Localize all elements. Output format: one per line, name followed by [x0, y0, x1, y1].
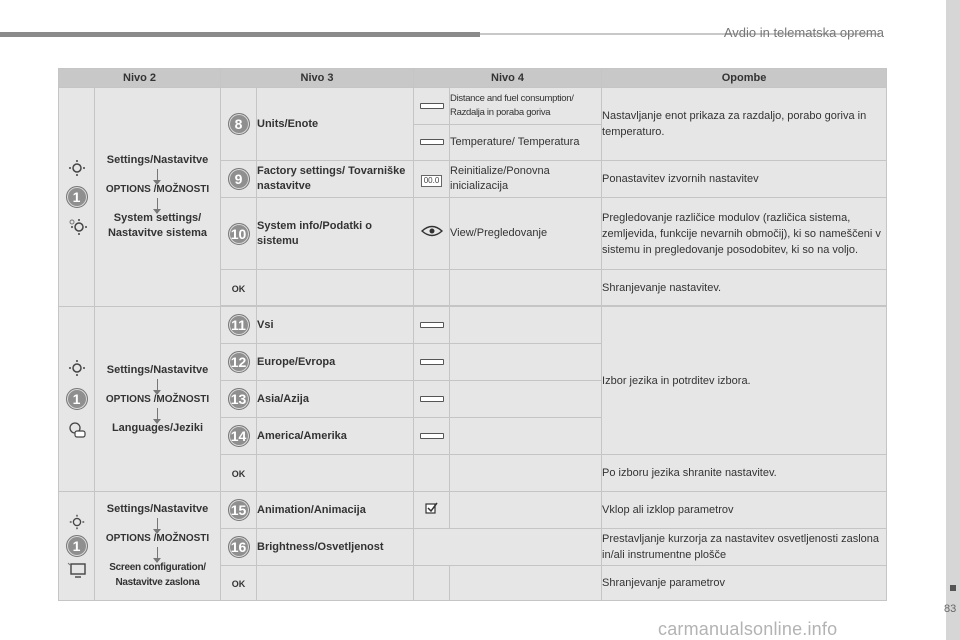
- level4-icon-cell: [414, 381, 450, 418]
- ok-label: OK: [231, 579, 246, 589]
- level3-badge-cell: [221, 307, 257, 344]
- step-badge-12: 12: [228, 351, 250, 373]
- table-header-row: [59, 69, 887, 88]
- step-badge-9: 9: [228, 168, 250, 190]
- gear-icon: [66, 513, 88, 531]
- step-badge-10: 10: [228, 223, 250, 245]
- empty-cell: [450, 307, 602, 344]
- empty-cell: [414, 455, 450, 492]
- dash-icon: [420, 396, 444, 402]
- column-header: Nivo 2: [59, 69, 221, 88]
- arrow-down-icon: [157, 547, 158, 559]
- column-header: Nivo 3: [221, 69, 414, 88]
- ok-cell: [221, 566, 257, 601]
- gear-icon: [66, 358, 88, 378]
- eye-icon: [421, 224, 443, 238]
- empty-cell: [414, 270, 450, 306]
- empty-cell: [450, 418, 602, 455]
- level2-cell: [95, 492, 221, 601]
- ok-cell: [221, 270, 257, 306]
- arrow-down-icon: [157, 169, 158, 181]
- level3-badge-cell: [221, 198, 257, 270]
- ok-label: OK: [231, 469, 246, 479]
- level3-label: Vsi: [257, 307, 414, 344]
- level4-icon-cell: [414, 198, 450, 270]
- empty-cell: [257, 270, 414, 306]
- level2-line: Settings/Nastavitve: [106, 363, 209, 376]
- level3-badge-cell: [221, 88, 257, 161]
- empty-cell: [450, 492, 602, 529]
- level3-label: Brightness/Osvetljenost: [257, 529, 414, 566]
- step-badge-15: 15: [228, 499, 250, 521]
- level3-badge-cell: [221, 418, 257, 455]
- step-badge-16: 16: [228, 536, 250, 558]
- dash-icon: [420, 433, 444, 439]
- screen-icon: [66, 561, 88, 579]
- note-cell: Ponastavitev izvornih nastavitev: [602, 161, 887, 198]
- step-badge-8: 8: [228, 113, 250, 135]
- gear-icon: [66, 158, 88, 178]
- level3-label: System info/Podatki o sistemu: [257, 198, 414, 270]
- step-badge-11: 11: [228, 314, 250, 336]
- page-number: 83: [944, 603, 957, 615]
- step-badge-1: 1: [66, 388, 88, 410]
- level3-badge-cell: [221, 161, 257, 198]
- page-header-title: Avdio in telematska oprema: [723, 25, 884, 40]
- level3-badge-cell: [221, 381, 257, 418]
- column-header: Opombe: [602, 69, 887, 88]
- empty-cell: [450, 344, 602, 381]
- arrow-down-icon: [157, 518, 158, 530]
- settings-table: [58, 68, 887, 601]
- level3-label: Animation/Animacija: [257, 492, 414, 529]
- empty-cell: [450, 381, 602, 418]
- bullet-marker: [950, 585, 956, 591]
- header-bar: [0, 32, 480, 37]
- note-cell: Po izboru jezika shranite nastavitev.: [602, 455, 887, 492]
- level4-icon-cell: [414, 307, 450, 344]
- dash-icon: [420, 359, 444, 365]
- level2-cell: [95, 307, 221, 492]
- empty-cell: [414, 566, 450, 601]
- level2-line: System settings/ Nastavitve sistema: [107, 212, 208, 239]
- level1-icon-cell: [59, 307, 95, 492]
- empty-cell: [257, 455, 414, 492]
- level2-cell: [95, 88, 221, 307]
- level3-badge-cell: [221, 344, 257, 381]
- level2-line: Settings/Nastavitve: [106, 154, 209, 166]
- level3-label: Asia/Azija: [257, 381, 414, 418]
- level4-icon-cell: [414, 125, 450, 161]
- level4-icon-cell: [414, 492, 450, 529]
- dash-icon: [420, 139, 444, 145]
- level4-text: View/Pregledovanje: [450, 198, 602, 270]
- level4-text: Reinitialize/Ponovna inicializacija: [450, 161, 602, 198]
- ok-label: OK: [231, 283, 246, 294]
- level3-label: America/Amerika: [257, 418, 414, 455]
- level4-icon-cell: [414, 161, 450, 198]
- empty-cell: [414, 529, 602, 566]
- step-badge-13: 13: [228, 388, 250, 410]
- level2-line: Settings/Nastavitve: [106, 503, 209, 515]
- dash-icon: [420, 322, 444, 328]
- step-badge-1: 1: [66, 186, 88, 208]
- note-cell: Shranjevanje nastavitev.: [602, 270, 887, 306]
- level4-text: Temperature/ Temperatura: [450, 125, 602, 161]
- level2-line: OPTIONS /MOŽNOSTI: [105, 533, 210, 544]
- empty-cell: [450, 455, 602, 492]
- level2-line: OPTIONS /MOŽNOSTI: [105, 184, 210, 195]
- note-cell: Nastavljanje enot prikaza za razdaljo, porabo goriva in temperaturo.: [602, 88, 887, 161]
- level2-line: OPTIONS /MOŽNOSTI: [105, 393, 210, 405]
- system-settings-icon: [66, 216, 88, 236]
- level4-icon-cell: [414, 418, 450, 455]
- level1-icon-cell: [59, 88, 95, 307]
- step-badge-1: 1: [66, 535, 88, 557]
- note-cell: Shranjevanje parametrov: [602, 566, 887, 601]
- level2-line: Languages/Jeziki: [111, 421, 204, 434]
- dash-icon: [420, 103, 444, 109]
- empty-cell: [450, 566, 602, 601]
- reset-icon: 00.0: [421, 175, 443, 187]
- column-header: Nivo 4: [414, 69, 602, 88]
- language-icon: [66, 420, 88, 440]
- level3-label: Europe/Evropa: [257, 344, 414, 381]
- watermark: carmanualsonline.info: [658, 619, 838, 639]
- ok-cell: [221, 455, 257, 492]
- level4-icon-cell: [414, 344, 450, 381]
- empty-cell: [450, 270, 602, 306]
- note-cell: Prestavljanje kurzorja za nastavitev osvetljenosti zaslona in/ali instrumentne plošče: [602, 529, 887, 566]
- level3-badge-cell: [221, 492, 257, 529]
- level3-label: Factory settings/ Tovarniške nastavitve: [257, 161, 414, 198]
- note-cell: Vklop ali izklop parametrov: [602, 492, 887, 529]
- level4-icon-cell: [414, 88, 450, 125]
- note-cell: Pregledovanje različice modulov (različica sistema, zemljevida, funkcije nevarnih območij), ki so nameščeni v sistemu in pregledovanje posodobitev, ki so na voljo.: [602, 198, 887, 270]
- note-cell: Izbor jezika in potrditev izbora.: [602, 307, 887, 455]
- arrow-down-icon: [157, 198, 158, 210]
- arrow-down-icon: [157, 408, 158, 420]
- level1-icon-cell: [59, 492, 95, 601]
- level3-label: Units/Enote: [257, 88, 414, 161]
- level2-line: Screen configuration/ Nastavitve zaslona: [109, 562, 206, 588]
- right-margin-strip: [946, 0, 960, 640]
- empty-cell: [257, 566, 414, 601]
- level4-text: Distance and fuel consumption/ Razdalja in poraba goriva: [450, 88, 602, 125]
- checkbox-icon: [425, 501, 439, 515]
- step-badge-14: 14: [228, 425, 250, 447]
- level3-badge-cell: [221, 529, 257, 566]
- arrow-down-icon: [157, 379, 158, 391]
